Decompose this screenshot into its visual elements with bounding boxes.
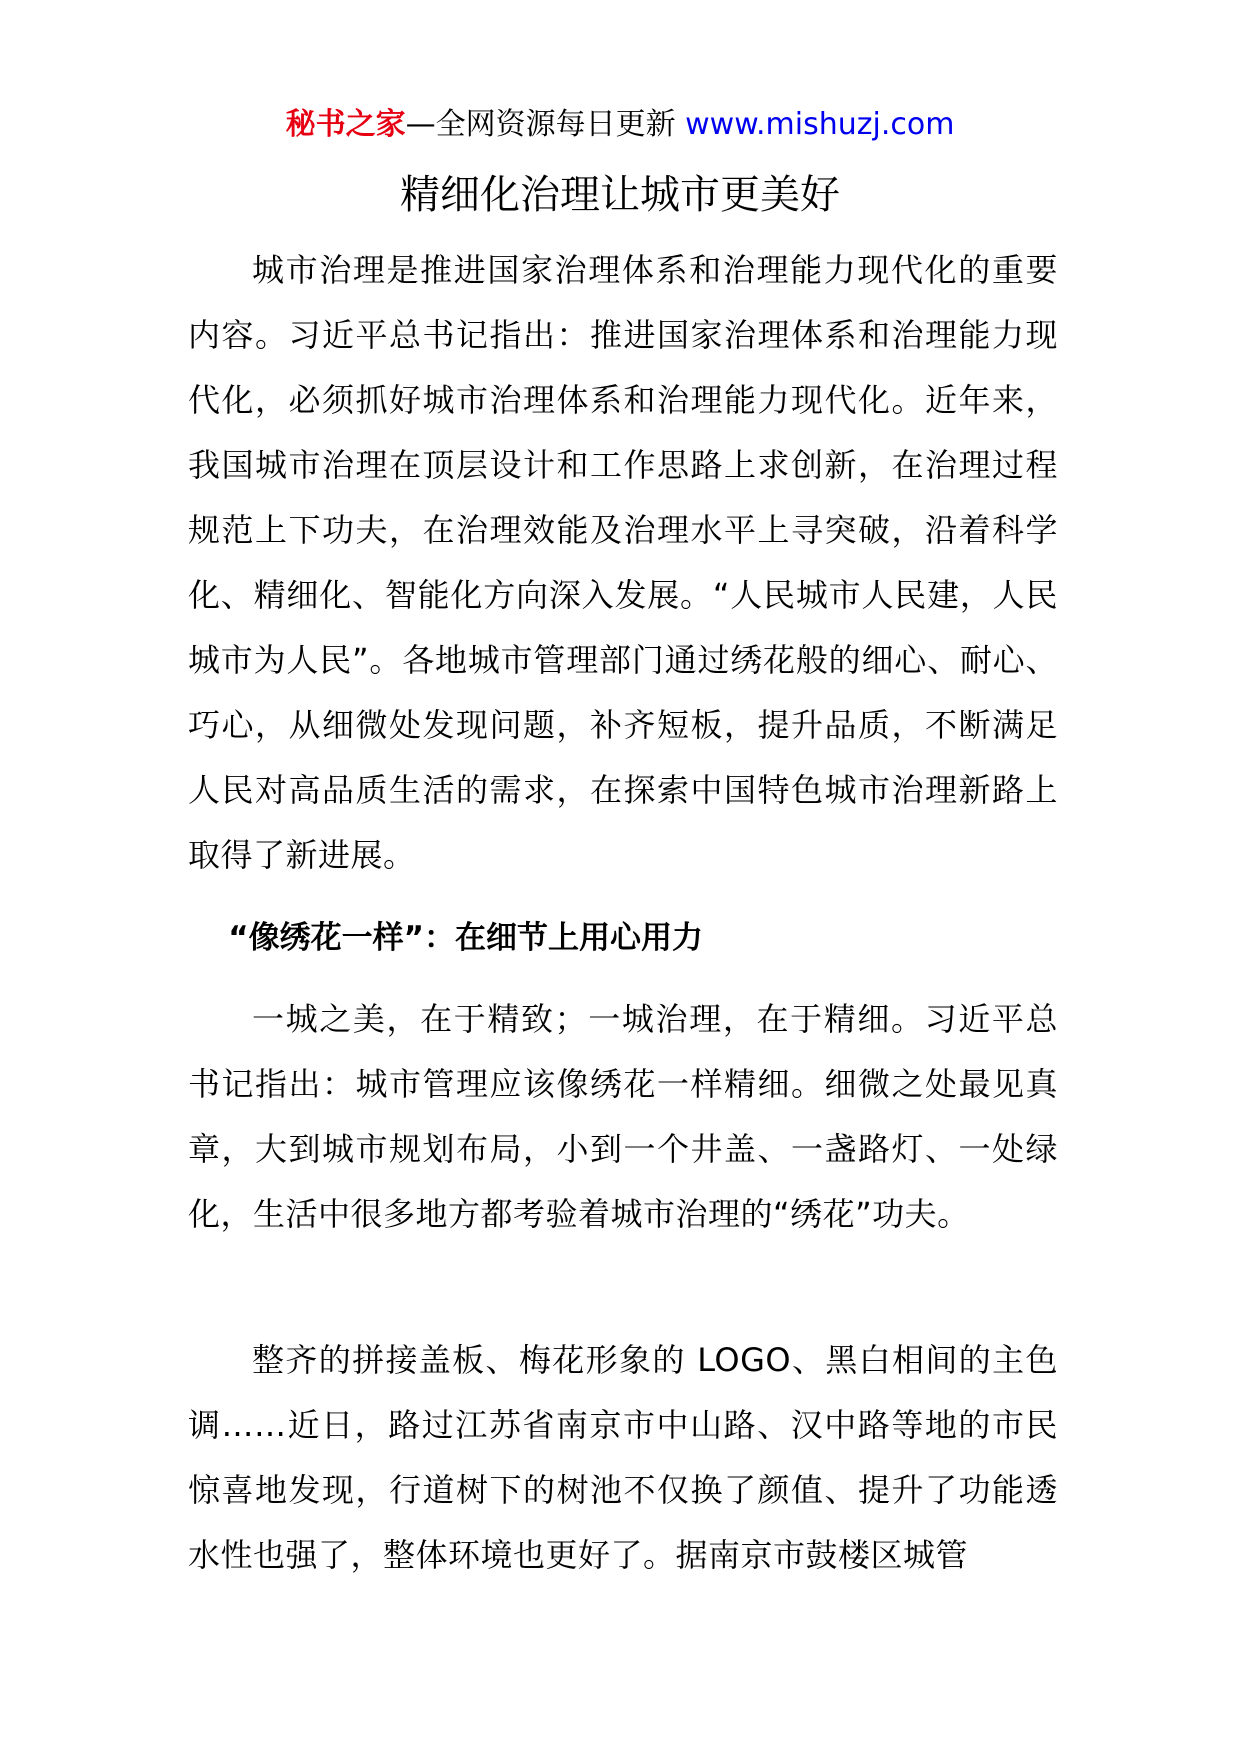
- site-header: [0, 100, 1240, 150]
- site-url-link[interactable]: www.mishuzj.com: [685, 107, 955, 142]
- paragraph-intro: 城市治理是推进国家治理体系和治理能力现代化的重要内容。习近平总书记指出：推进国家治理体系和治理能力现代化，必须抓好城市治理体系和治理能力现代化。近年来，我国城市治理在顶层设计和工作思路上求创新，在治理过程规范上下功夫，在治理效能及治理水平上寻突破，沿着科学化、精细化、智能化方向深入发展。“人民城市人民建，人民城市为人民”。各地城市管理部门通过绣花般的细心、耐心、巧心，从细微处发现问题，补齐短板，提升品质，不断满足人民对高品质生活的需求，在探索中国特色城市治理新路上取得了新进展。: [188, 251, 1058, 874]
- document-title: 精细化治理让城市更美好: [400, 172, 840, 218]
- paragraph-section-1: 一城之美，在于精致；一城治理，在于精细。习近平总书记指出：城市管理应该像绣花一样精细。细微之处最见真章，大到城市规划布局，小到一个井盖、一盏路灯、一处绿化，生活中很多地方都考验着城市治理的“绣花”功夫。: [188, 1000, 1058, 1233]
- section-heading: “像绣花一样”：在细节上用心用力: [228, 920, 704, 956]
- paragraph-section-2: 整齐的拼接盖板、梅花形象的 LOGO、黑白相间的主色调……近日，路过江苏省南京市中山路、汉中路等地的市民惊喜地发现，行道树下的树池不仅换了颜值、提升了功能透水性也强了，整体环境也更好了。据南京市鼓楼区城管: [188, 1341, 1058, 1574]
- header-slogan: —全网资源每日更新: [405, 107, 676, 142]
- brand-name: 秘书之家: [285, 107, 406, 142]
